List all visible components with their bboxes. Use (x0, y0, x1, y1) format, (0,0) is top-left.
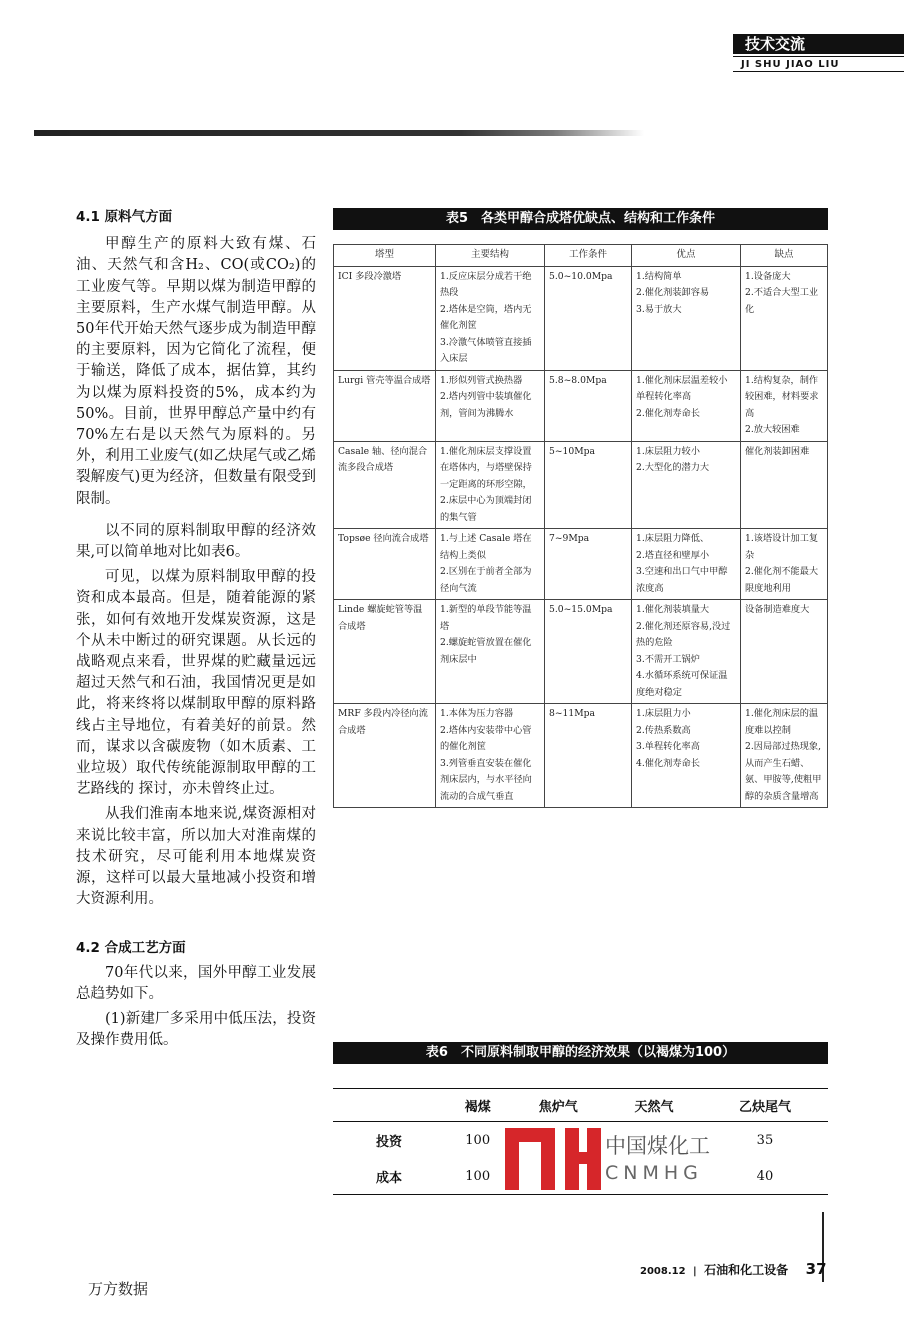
footer: 2008.12 | 石油和化工设备 37 (640, 1260, 827, 1278)
footer-journal: 石油和化工设备 (704, 1263, 789, 1277)
table5-row (334, 529, 828, 600)
table6-header-row (333, 1089, 828, 1122)
table5-header-cell: 缺点 (741, 245, 828, 267)
watermark-cn: 中国煤化工 (605, 1134, 710, 1158)
table6-cell: 成本 (333, 1158, 445, 1195)
section-heading-4-2: 4.2 合成工艺方面 (76, 939, 186, 956)
table5-cell: 1.结构简单 2.催化剂装卸容易 3.易于放大 (632, 266, 741, 370)
table5-row (334, 600, 828, 704)
table5-cell: Topsøe 径向流合成塔 (334, 529, 436, 600)
table5-cell: 1.床层阻力降低、 2.塔直径和壁厚小 3.空速和出口气中甲醇浓度高 (632, 529, 741, 600)
table5-cell: ICI 多段冷激塔 (334, 266, 436, 370)
source-label: 万方数据 (88, 1280, 149, 1298)
table5-cell: 5.8~8.0Mpa (545, 370, 632, 441)
table5-cell: 1.形似列管式换热器 2.塔内列管中装填催化剂，管间为沸腾水 (436, 370, 545, 441)
table5-cell: 1.床层阻力较小 2.大型化的潜力大 (632, 441, 741, 529)
table5-cell: 1.本体为压力容器 2.塔体内安装带中心管的催化剂筐 3.列管垂直安装在催化剂床层内，与水平径向流动的合成气垂直 (436, 704, 545, 808)
section-tag-cn: 技术交流 (733, 34, 904, 54)
section-heading-4-1: 4.1 原料气方面 (76, 209, 173, 225)
table5-cell: Casale 轴、径向混合流多段合成塔 (334, 441, 436, 529)
paragraph-2: 以不同的原料制取甲醇的经济效果,可以简单地对比如表6。 (76, 522, 316, 561)
table6-cell: 40 (702, 1158, 828, 1195)
table5-cell: 5.0~15.0Mpa (545, 600, 632, 704)
watermark-en: CNMHG (605, 1162, 703, 1184)
table5-cell: 1.床层阻力小 2.传热系数高 3.单程转化率高 4.催化剂寿命长 (632, 704, 741, 808)
table5-cell: 设备制造难度大 (741, 600, 828, 704)
table5 (333, 244, 828, 808)
table6-header-cell: 乙炔尾气 (702, 1089, 828, 1122)
table5-cell: 1.设备庞大 2.不适合大型工业化 (741, 266, 828, 370)
paragraph-3: 可见，以煤为原料制取甲醇的投资和成本最高。但是，随着能源的紧张，如何有效地开发煤炭资源，这是个从未中断过的研究课题。从长远的战略观点来看，世界煤的贮藏量远远超过天然气和石油，我国情况更是如此，将来终将以煤制取甲醇的原料路线占主导地位，有着美好的前景。然而，谋求以含碳废物（如木质素、工业垃圾）取代传统能源制取甲醇的工艺路线的 探讨，亦未曾终止过。 (76, 569, 316, 798)
table6-cell: 100 (445, 1158, 510, 1195)
table5-cell: 1.该塔设计加工复杂 2.催化剂不能最大限度地利用 (741, 529, 828, 600)
table5-cell: Lurgi 管壳等温合成塔 (334, 370, 436, 441)
table5-cell: 8~11Mpa (545, 704, 632, 808)
section-tag-en: JI SHU JIAO LIU (733, 56, 904, 72)
table5-header-cell: 主要结构 (436, 245, 545, 267)
table5-row (334, 266, 828, 370)
top-rule (34, 130, 644, 136)
table5-row (334, 370, 828, 441)
table6-title: 表6 不同原料制取甲醇的经济效果（以褐煤为100） (333, 1042, 828, 1064)
table6-cell: 100 (465, 1132, 491, 1148)
table5-header-cell: 塔型 (334, 245, 436, 267)
table5-cell: 7~9Mpa (545, 529, 632, 600)
table5-row (334, 704, 828, 808)
paragraph-4: 从我们淮南本地来说,煤资源相对来说比较丰富，所以加大对淮南煤的技术研究，尽可能利用本地煤炭资源，这样可以最大量地减小投资和增大资源利用。 (76, 806, 316, 908)
table5-cell: 1.催化剂床层支撑设置在塔体内，与塔壁保持一定距离的环形空隙， 2.床层中心为顶端封闭的集气管 (436, 441, 545, 529)
table6-header-cell (333, 1089, 445, 1122)
table6-header-cell: 焦炉气 (510, 1089, 606, 1122)
table5-cell: Linde 螺旋蛇管等温合成塔 (334, 600, 436, 704)
table5-cell: 5.0~10.0Mpa (545, 266, 632, 370)
table5-cell: MRF 多段内冷径向流合成塔 (334, 704, 436, 808)
paragraph-5: 70年代以来，国外甲醇工业发展总趋势如下。 (76, 964, 316, 1002)
table5-cell: 1.与上述 Casale 塔在结构上类似 2.区别在于前者全部为径向气流 (436, 529, 545, 600)
table5-cell: 1.反应床层分成若干绝热段 2.塔体是空筒，塔内无催化剂筐 3.冷激气体喷管直接插入床层 (436, 266, 545, 370)
page-number: 37 (805, 1260, 827, 1278)
table5-title: 表5 各类甲醇合成塔优缺点、结构和工作条件 (333, 208, 828, 230)
table5-cell: 催化剂装卸困难 (741, 441, 828, 529)
paragraph-6: (1)新建厂多采用中低压法，投资及操作费用低。 (76, 1011, 316, 1049)
table6-cell: 投资 (375, 1134, 402, 1150)
watermark-logo (505, 1128, 715, 1190)
table6-cell: 35 (756, 1132, 774, 1148)
table5-cell: 1.新型的单段节能等温塔 2.螺旋蛇管放置在催化剂床层中 (436, 600, 545, 704)
paragraph-1: 甲醇生产的原料大致有煤、石油、天然气和含H₂、CO(或CO₂)的工业废气等。早期以煤为制造甲醇的主要原料，生产水煤气制造甲醇。从50年代开始天然气逐步成为制造甲醇的主要原料，因为它简化了流程，便于输送，降低了成本，据估算，其约为以煤为原料投资的5%，成本约为50%。目前，世界甲醇总产量中约有70%左右是以天然气为原料的。另外，利用工业废气(如乙炔尾气或乙烯裂解废气)更为经济，但数量有限受到限制。 (76, 236, 316, 507)
footer-issue: 2008.12 (640, 1266, 686, 1277)
table5-header-cell: 优点 (632, 245, 741, 267)
table5-cell: 1.催化剂床层的温度难以控制 2.因局部过热现象,从而产生石蜡、氨、甲胺等,使粗甲醇的杂质含量增高 (741, 704, 828, 808)
table5-cell: 1.催化剂床层温差较小单程转化率高 2.催化剂寿命长 (632, 370, 741, 441)
table5-header-row (334, 245, 828, 267)
table5-row (334, 441, 828, 529)
left-column (76, 207, 316, 1052)
section-tag (733, 34, 904, 78)
table5-header-cell: 工作条件 (545, 245, 632, 267)
table6-header-cell: 天然气 (606, 1089, 702, 1122)
table5-cell: 1.结构复杂，制作较困难，材料要求高 2.放大较困难 (741, 370, 828, 441)
table5-cell: 1.催化剂装填量大 2.催化剂还原容易,没过热的危险 3.不需开工锅炉 4.水循环系统可保证温度绝对稳定 (632, 600, 741, 704)
table6-header-cell: 褐煤 (445, 1089, 510, 1122)
table5-cell: 5~10Mpa (545, 441, 632, 529)
